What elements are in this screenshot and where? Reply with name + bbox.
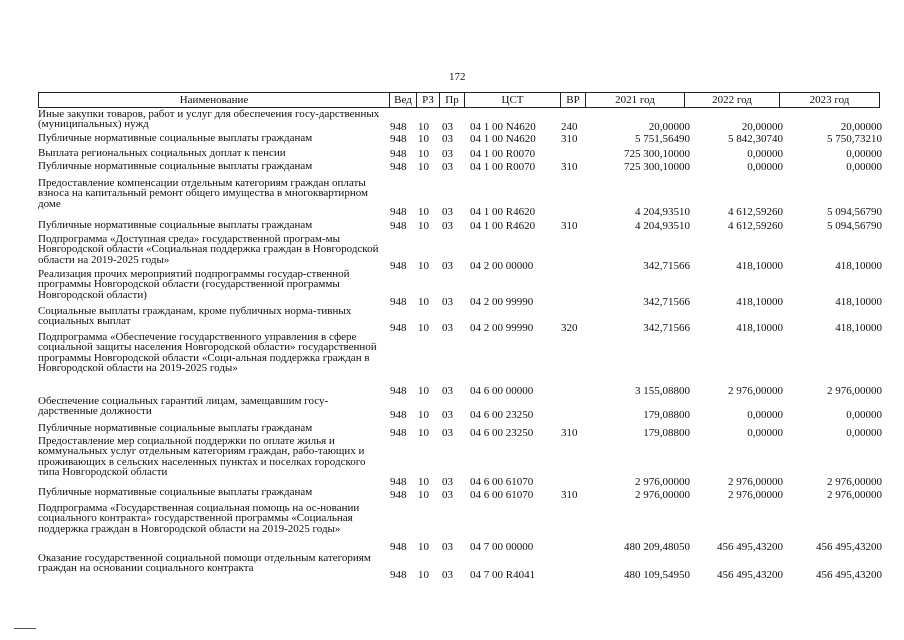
row-y2023: 0,00000 bbox=[846, 409, 882, 421]
table-row bbox=[38, 109, 888, 131]
row-pr: 03 bbox=[442, 489, 453, 501]
row-y2023: 0,00000 bbox=[846, 161, 882, 173]
table-row bbox=[38, 161, 888, 173]
row-pr: 03 bbox=[442, 385, 453, 397]
row-y2021: 3 155,08800 bbox=[635, 385, 690, 397]
row-y2022: 20,00000 bbox=[741, 121, 783, 133]
row-pr: 03 bbox=[442, 260, 453, 272]
row-name: Публичные нормативные социальные выплаты гражданам bbox=[38, 486, 313, 498]
row-y2021: 480 209,48050 bbox=[624, 541, 690, 553]
row-y2022: 4 612,59260 bbox=[728, 206, 783, 218]
row-y2023: 456 495,43200 bbox=[816, 541, 882, 553]
row-y2021: 2 976,00000 bbox=[635, 476, 690, 488]
header-2022: 2022 год bbox=[684, 92, 780, 108]
row-rz: 10 bbox=[418, 385, 429, 397]
row-name: Оказание государственной социальной помощи отдельным категориям граждан на основании социального контракта bbox=[38, 552, 371, 575]
row-cst: 04 7 00 R4041 bbox=[470, 569, 536, 581]
row-cst: 04 1 00 R0070 bbox=[470, 161, 536, 173]
row-rz: 10 bbox=[418, 476, 429, 488]
row-ved: 948 bbox=[390, 148, 407, 160]
row-pr: 03 bbox=[442, 133, 453, 145]
table-row bbox=[38, 133, 888, 145]
row-pr: 03 bbox=[442, 569, 453, 581]
row-y2021: 20,00000 bbox=[648, 121, 690, 133]
row-vr: 310 bbox=[561, 220, 578, 232]
row-name: Социальные выплаты гражданам, кроме публичных норма-тивных социальных выплат bbox=[38, 305, 352, 328]
row-y2021: 342,71566 bbox=[643, 322, 690, 334]
row-pr: 03 bbox=[442, 427, 453, 439]
row-name: Иные закупки товаров, работ и услуг для обеспечения госу-дарственных (муниципальных) нужд bbox=[38, 108, 380, 131]
row-name: Подпрограмма «Обеспечение государственного управления в сфере социальной защиты населения Новгородской области» государственной программы Новгородской области «Соци-альная поддержка граждан в Новгородской области на 2019-2025 годы» bbox=[38, 331, 377, 375]
row-y2021: 725 300,10000 bbox=[624, 148, 690, 160]
header-ved: Вед bbox=[389, 92, 417, 108]
row-rz: 10 bbox=[418, 148, 429, 160]
row-rz: 10 bbox=[418, 409, 429, 421]
row-y2022: 456 495,43200 bbox=[717, 541, 783, 553]
row-name: Обеспечение социальных гарантий лицам, замещавшим госу-дарственные должности bbox=[38, 395, 329, 418]
row-y2021: 480 109,54950 bbox=[624, 569, 690, 581]
row-name: Подпрограмма «Государственная социальная помощь на ос-новании социального контракта» государственной программы «Социальная поддержка граждан в Новгородской области на 2019-2025 годы» bbox=[38, 502, 360, 535]
row-ved: 948 bbox=[390, 489, 407, 501]
row-vr: 320 bbox=[561, 322, 578, 334]
table-row bbox=[38, 268, 888, 308]
row-y2022: 5 842,30740 bbox=[728, 133, 783, 145]
row-y2023: 456 495,43200 bbox=[816, 569, 882, 581]
row-ved: 948 bbox=[390, 206, 407, 218]
row-vr: 310 bbox=[561, 427, 578, 439]
row-pr: 03 bbox=[442, 148, 453, 160]
table-row bbox=[38, 148, 888, 160]
row-name: Выплата региональных социальных доплат к пенсии bbox=[38, 147, 286, 159]
table-row bbox=[38, 503, 888, 551]
table-row bbox=[38, 396, 888, 420]
row-pr: 03 bbox=[442, 409, 453, 421]
row-cst: 04 1 00 R0070 bbox=[470, 148, 536, 160]
row-rz: 10 bbox=[418, 296, 429, 308]
row-name: Предоставление компенсации отдельным категориям граждан оплаты взноса на капитальный ремонт общего имущества в многоквартирном доме bbox=[38, 177, 368, 210]
row-rz: 10 bbox=[418, 260, 429, 272]
row-y2022: 2 976,00000 bbox=[728, 385, 783, 397]
table-row bbox=[38, 422, 888, 439]
header-pr: Пр bbox=[439, 92, 465, 108]
row-rz: 10 bbox=[418, 427, 429, 439]
row-pr: 03 bbox=[442, 206, 453, 218]
row-name: Подпрограмма «Доступная среда» государственной програм-мы Новгородской области «Социальная поддержка граждан в Новгородской области на 2019-2025 годы» bbox=[38, 233, 379, 266]
row-cst: 04 6 00 61070 bbox=[470, 476, 534, 488]
table-header bbox=[38, 92, 880, 108]
row-ved: 948 bbox=[390, 161, 407, 173]
row-y2022: 0,00000 bbox=[747, 409, 783, 421]
header-2021: 2021 год bbox=[585, 92, 685, 108]
row-y2021: 4 204,93510 bbox=[635, 206, 690, 218]
row-y2022: 2 976,00000 bbox=[728, 489, 783, 501]
row-y2022: 456 495,43200 bbox=[717, 569, 783, 581]
row-cst: 04 6 00 23250 bbox=[470, 409, 534, 421]
row-cst: 04 7 00 00000 bbox=[470, 541, 534, 553]
row-name: Публичные нормативные социальные выплаты гражданам bbox=[38, 422, 313, 434]
row-ved: 948 bbox=[390, 260, 407, 272]
row-pr: 03 bbox=[442, 541, 453, 553]
row-rz: 10 bbox=[418, 206, 429, 218]
row-y2023: 2 976,00000 bbox=[827, 489, 882, 501]
row-y2022: 418,10000 bbox=[736, 322, 783, 334]
row-cst: 04 2 00 99990 bbox=[470, 296, 534, 308]
row-ved: 948 bbox=[390, 220, 407, 232]
row-ved: 948 bbox=[390, 133, 407, 145]
row-cst: 04 1 00 N4620 bbox=[470, 121, 536, 133]
row-rz: 10 bbox=[418, 121, 429, 133]
row-y2023: 5 094,56790 bbox=[827, 206, 882, 218]
row-name: Предоставление мер социальной поддержки по оплате жилья и коммунальных услуг отдельным категориям граждан, рабо-тающих и проживающих в сельских населенных пунктах и поселках городского типа Новгородской области bbox=[38, 435, 366, 479]
header-cst: ЦСТ bbox=[464, 92, 561, 108]
row-name: Публичные нормативные социальные выплаты гражданам bbox=[38, 219, 313, 231]
row-pr: 03 bbox=[442, 296, 453, 308]
row-y2023: 5 750,73210 bbox=[827, 133, 882, 145]
table-row bbox=[38, 436, 888, 486]
row-y2023: 2 976,00000 bbox=[827, 476, 882, 488]
row-y2021: 725 300,10000 bbox=[624, 161, 690, 173]
row-vr: 240 bbox=[561, 121, 578, 133]
page-number: 172 bbox=[449, 71, 466, 83]
row-y2021: 342,71566 bbox=[643, 296, 690, 308]
row-rz: 10 bbox=[418, 220, 429, 232]
row-y2023: 0,00000 bbox=[846, 148, 882, 160]
row-name: Реализация прочих мероприятий подпрограммы государ-ственной программы Новгородской области (государственной программы Новгородской области) bbox=[38, 268, 350, 301]
row-y2023: 0,00000 bbox=[846, 427, 882, 439]
row-rz: 10 bbox=[418, 569, 429, 581]
row-y2022: 418,10000 bbox=[736, 260, 783, 272]
row-rz: 10 bbox=[418, 161, 429, 173]
row-y2023: 418,10000 bbox=[835, 260, 882, 272]
header-2023: 2023 год bbox=[779, 92, 880, 108]
row-y2022: 0,00000 bbox=[747, 148, 783, 160]
row-cst: 04 1 00 N4620 bbox=[470, 133, 536, 145]
row-name: Публичные нормативные социальные выплаты гражданам bbox=[38, 160, 313, 172]
row-name: Публичные нормативные социальные выплаты гражданам bbox=[38, 132, 313, 144]
row-y2022: 418,10000 bbox=[736, 296, 783, 308]
row-y2021: 2 976,00000 bbox=[635, 489, 690, 501]
row-rz: 10 bbox=[418, 541, 429, 553]
row-cst: 04 1 00 R4620 bbox=[470, 220, 536, 232]
row-y2023: 20,00000 bbox=[840, 121, 882, 133]
row-ved: 948 bbox=[390, 322, 407, 334]
header-rz: РЗ bbox=[416, 92, 440, 108]
row-ved: 948 bbox=[390, 476, 407, 488]
row-cst: 04 6 00 61070 bbox=[470, 489, 534, 501]
table-row bbox=[38, 178, 888, 218]
row-rz: 10 bbox=[418, 133, 429, 145]
row-ved: 948 bbox=[390, 541, 407, 553]
table-row bbox=[38, 220, 888, 232]
row-y2022: 0,00000 bbox=[747, 161, 783, 173]
row-y2022: 2 976,00000 bbox=[728, 476, 783, 488]
row-pr: 03 bbox=[442, 161, 453, 173]
row-y2023: 418,10000 bbox=[835, 296, 882, 308]
header-name: Наименование bbox=[38, 92, 390, 108]
row-cst: 04 2 00 00000 bbox=[470, 260, 534, 272]
row-ved: 948 bbox=[390, 385, 407, 397]
row-ved: 948 bbox=[390, 409, 407, 421]
row-ved: 948 bbox=[390, 121, 407, 133]
row-cst: 04 2 00 99990 bbox=[470, 322, 534, 334]
table-row bbox=[38, 305, 888, 334]
row-y2021: 179,08800 bbox=[643, 409, 690, 421]
row-y2022: 0,00000 bbox=[747, 427, 783, 439]
row-pr: 03 bbox=[442, 476, 453, 488]
row-vr: 310 bbox=[561, 133, 578, 145]
row-rz: 10 bbox=[418, 322, 429, 334]
row-y2023: 2 976,00000 bbox=[827, 385, 882, 397]
table-row bbox=[38, 553, 888, 579]
row-rz: 10 bbox=[418, 489, 429, 501]
row-ved: 948 bbox=[390, 569, 407, 581]
row-cst: 04 6 00 00000 bbox=[470, 385, 534, 397]
footer-line bbox=[14, 628, 36, 629]
row-y2023: 418,10000 bbox=[835, 322, 882, 334]
row-vr: 310 bbox=[561, 489, 578, 501]
header-vr: ВР bbox=[560, 92, 586, 108]
table-row bbox=[38, 233, 888, 272]
table-row bbox=[38, 487, 888, 499]
table-row bbox=[38, 332, 888, 395]
row-ved: 948 bbox=[390, 296, 407, 308]
row-ved: 948 bbox=[390, 427, 407, 439]
row-pr: 03 bbox=[442, 220, 453, 232]
row-pr: 03 bbox=[442, 322, 453, 334]
row-cst: 04 6 00 23250 bbox=[470, 427, 534, 439]
row-y2021: 4 204,93510 bbox=[635, 220, 690, 232]
row-y2021: 342,71566 bbox=[643, 260, 690, 272]
row-pr: 03 bbox=[442, 121, 453, 133]
row-y2021: 179,08800 bbox=[643, 427, 690, 439]
row-y2023: 5 094,56790 bbox=[827, 220, 882, 232]
row-y2022: 4 612,59260 bbox=[728, 220, 783, 232]
row-y2021: 5 751,56490 bbox=[635, 133, 690, 145]
row-cst: 04 1 00 R4620 bbox=[470, 206, 536, 218]
row-vr: 310 bbox=[561, 161, 578, 173]
